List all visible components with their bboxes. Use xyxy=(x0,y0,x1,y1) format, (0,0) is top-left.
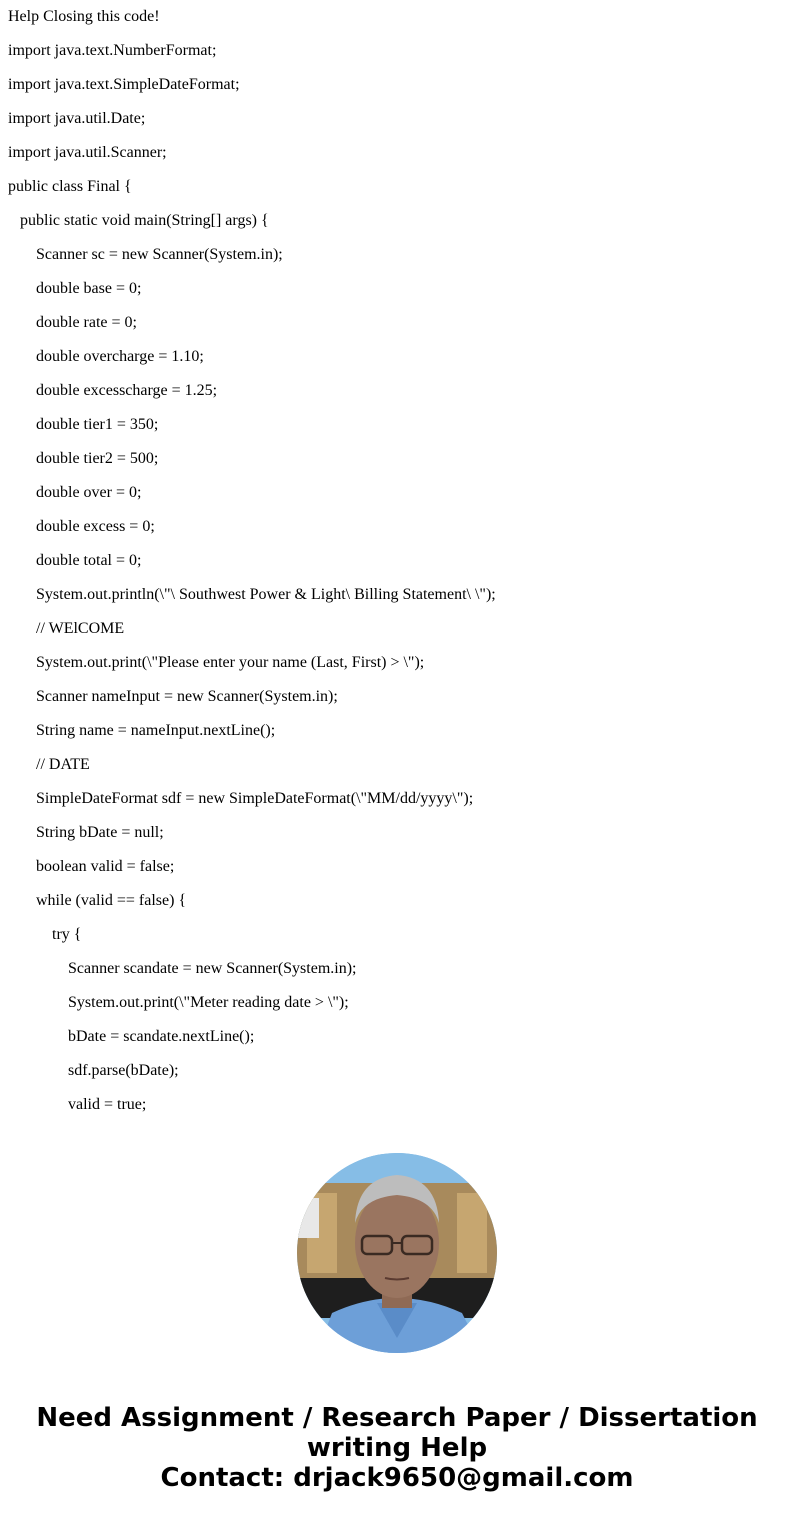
promo-contact: Contact: drjack9650@gmail.com xyxy=(160,1463,634,1493)
code-line: double base = 0; xyxy=(36,280,142,297)
code-line: String name = nameInput.nextLine(); xyxy=(36,722,276,739)
code-line: System.out.print(\"Meter reading date > \"); xyxy=(68,994,349,1011)
code-line: // WElCOME xyxy=(36,620,125,637)
code-line: String bDate = null; xyxy=(36,824,164,841)
code-line: valid = true; xyxy=(68,1096,147,1113)
code-line: import java.text.NumberFormat; xyxy=(8,42,217,59)
post-title: Help Closing this code! xyxy=(8,8,160,25)
code-line: while (valid == false) { xyxy=(36,892,187,909)
code-line: double excess = 0; xyxy=(36,518,155,535)
code-line: bDate = scandate.nextLine(); xyxy=(68,1028,255,1045)
code-line: System.out.print(\"Please enter your name (Last, First) > \"); xyxy=(36,654,425,671)
code-line: double total = 0; xyxy=(36,552,142,569)
code-line: System.out.println(\"\ Southwest Power & Light\ Billing Statement\ \"); xyxy=(36,586,496,603)
code-line: double excesscharge = 1.25; xyxy=(36,382,218,399)
code-line: sdf.parse(bDate); xyxy=(68,1062,179,1079)
code-line: double over = 0; xyxy=(36,484,142,501)
code-line: import java.text.SimpleDateFormat; xyxy=(8,76,240,93)
code-line: // DATE xyxy=(36,756,90,773)
code-line: try { xyxy=(52,926,82,943)
tutor-avatar xyxy=(297,1153,497,1353)
code-line: double tier1 = 350; xyxy=(36,416,159,433)
code-line: Scanner sc = new Scanner(System.in); xyxy=(36,246,283,263)
code-line: SimpleDateFormat sdf = new SimpleDateFormat(\"MM/dd/yyyy\"); xyxy=(36,790,474,807)
code-line: public class Final { xyxy=(8,178,132,195)
code-line: double overcharge = 1.10; xyxy=(36,348,204,365)
person-photo-icon xyxy=(297,1153,497,1353)
code-line: public static void main(String[] args) { xyxy=(20,212,269,229)
promo-line-1: Need Assignment / Research Paper / Dissertation xyxy=(36,1403,758,1433)
code-line: double rate = 0; xyxy=(36,314,137,331)
code-line: boolean valid = false; xyxy=(36,858,175,875)
code-line: import java.util.Scanner; xyxy=(8,144,167,161)
code-line: Scanner scandate = new Scanner(System.in); xyxy=(68,960,357,977)
code-line: double tier2 = 500; xyxy=(36,450,159,467)
promo-line-2: writing Help xyxy=(306,1433,488,1463)
code-line: import java.util.Date; xyxy=(8,110,146,127)
promo-banner xyxy=(0,1403,794,1493)
code-line: Scanner nameInput = new Scanner(System.in); xyxy=(36,688,338,705)
